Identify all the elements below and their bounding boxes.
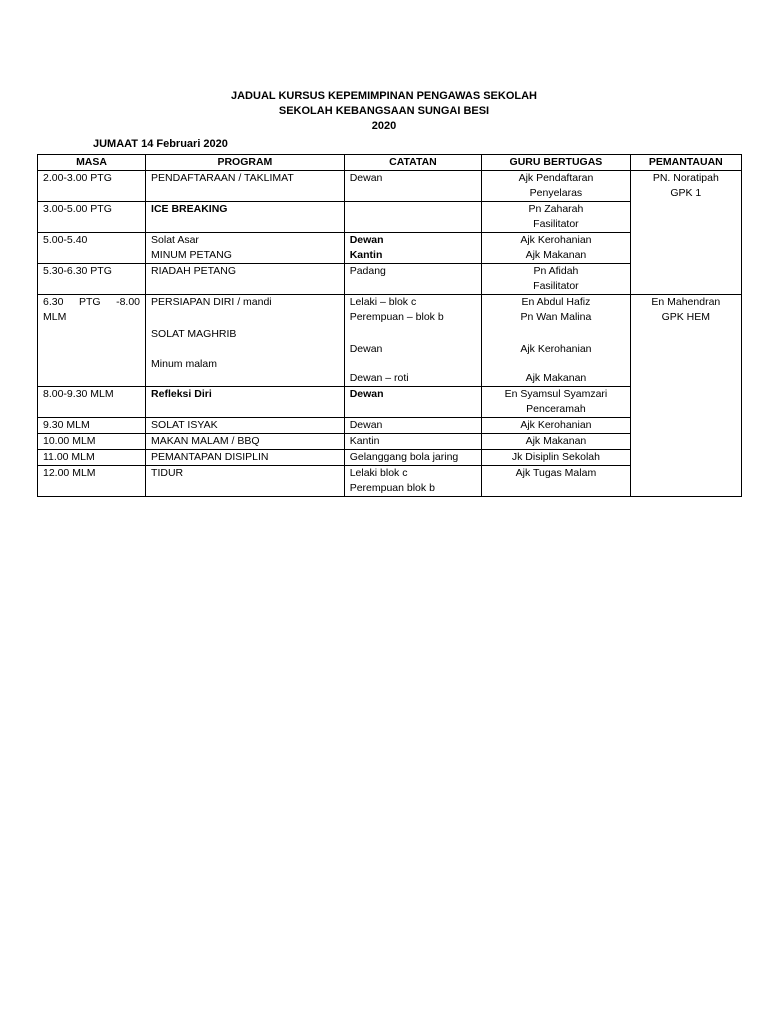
- cell-catatan: [344, 202, 482, 233]
- column-header-pemantauan: PEMANTAUAN: [630, 155, 741, 171]
- program-item: Solat Asar: [151, 234, 199, 246]
- guru-name: Ajk Makanan: [525, 249, 587, 261]
- catatan-item: Dewan – roti: [349, 372, 409, 384]
- program-item: PERSIAPAN DIRI / mandi: [151, 296, 272, 308]
- cell-catatan: [344, 466, 482, 497]
- cell-program: SOLAT ISYAK: [146, 418, 345, 434]
- cell-guru: Ajk Makanan: [482, 434, 630, 450]
- cell-program: TIDUR: [146, 466, 345, 497]
- pemantauan-title: GPK HEM: [661, 311, 711, 323]
- program-item: MINUM PETANG: [151, 249, 232, 261]
- masa-period: PTG: [78, 296, 101, 308]
- cell-catatan: Padang: [344, 264, 482, 295]
- guru-name: Ajk Pendaftaran: [518, 172, 594, 184]
- cell-guru: [482, 202, 630, 233]
- cell-catatan: Dewan: [344, 387, 482, 418]
- column-header-guru-bertugas: GURU BERTUGAS: [482, 155, 630, 171]
- cell-pemantauan-group-1: [630, 171, 741, 295]
- year: 2020: [371, 120, 397, 132]
- masa-suffix: MLM: [43, 311, 67, 323]
- catatan-item: Dewan: [349, 343, 383, 355]
- cell-masa: 3.00-5.00 PTG: [38, 202, 146, 233]
- cell-program: RIADAH PETANG: [146, 264, 345, 295]
- cell-program: [146, 295, 345, 387]
- guru-name: En Abdul Hafiz: [521, 296, 591, 308]
- cell-guru: [482, 171, 630, 202]
- guru-role: Penyelaras: [529, 187, 583, 199]
- masa-range: [43, 295, 140, 310]
- column-header-masa: MASA: [38, 155, 146, 171]
- cell-masa: 8.00-9.30 MLM: [38, 387, 146, 418]
- cell-guru: Jk Disiplin Sekolah: [482, 450, 630, 466]
- guru-role: Penceramah: [526, 403, 586, 415]
- cell-guru: [482, 387, 630, 418]
- masa-start: 6.30: [43, 296, 64, 308]
- catatan-item: Dewan: [349, 234, 384, 246]
- table-row: [38, 171, 742, 202]
- pemantauan-name: PN. Noratipah: [652, 172, 719, 184]
- cell-program: MAKAN MALAM / BBQ: [146, 434, 345, 450]
- cell-masa: 11.00 MLM: [38, 450, 146, 466]
- cell-guru: [482, 295, 630, 387]
- catatan-item: Kantin: [349, 249, 383, 261]
- cell-program: PENDAFTARAAN / TAKLIMAT: [146, 171, 345, 202]
- catatan-item: Lelaki blok c: [349, 467, 408, 479]
- document-title: JADUAL KURSUS KEPEMIMPINAN PENGAWAS SEKOLAH: [231, 90, 537, 102]
- cell-guru: [482, 233, 630, 264]
- school-name: SEKOLAH KEBANGSAAN SUNGAI BESI: [278, 105, 490, 117]
- cell-program: ICE BREAKING: [146, 202, 345, 233]
- catatan-item: Perempuan – blok b: [349, 311, 444, 323]
- pemantauan-title: GPK 1: [670, 187, 702, 199]
- guru-name: Ajk Kerohanian: [520, 343, 592, 355]
- cell-masa: 12.00 MLM: [38, 466, 146, 497]
- cell-catatan: Dewan: [344, 171, 482, 202]
- schedule-table: [37, 154, 742, 497]
- program-item: Minum malam: [151, 358, 217, 370]
- masa-end: -8.00: [116, 296, 141, 308]
- cell-masa: 2.00-3.00 PTG: [38, 171, 146, 202]
- cell-masa: 5.30-6.30 PTG: [38, 264, 146, 295]
- cell-masa: [38, 295, 146, 387]
- guru-name: Pn Zaharah: [528, 203, 584, 215]
- cell-masa: 5.00-5.40: [38, 233, 146, 264]
- column-header-catatan: CATATAN: [344, 155, 482, 171]
- guru-role: Fasilitator: [533, 280, 579, 292]
- guru-name: Ajk Kerohanian: [520, 234, 592, 246]
- schedule-date: JUMAAT 14 Februari 2020: [93, 138, 228, 150]
- cell-guru: Ajk Kerohanian: [482, 418, 630, 434]
- table-header-row: [38, 155, 742, 171]
- catatan-item: Perempuan blok b: [349, 482, 435, 494]
- cell-program: Refleksi Diri: [146, 387, 345, 418]
- cell-masa: 9.30 MLM: [38, 418, 146, 434]
- guru-role: Fasilitator: [533, 218, 579, 230]
- spacer: [151, 310, 339, 325]
- catatan-item: Lelaki – blok c: [349, 296, 417, 308]
- cell-masa: 10.00 MLM: [38, 434, 146, 450]
- cell-catatan: Kantin: [344, 434, 482, 450]
- cell-pemantauan-group-2: [630, 295, 741, 497]
- cell-catatan: Dewan: [344, 418, 482, 434]
- cell-catatan: [344, 295, 482, 387]
- guru-name: Ajk Makanan: [525, 372, 587, 384]
- program-item: SOLAT MAGHRIB: [151, 328, 237, 340]
- guru-name: Pn Wan Malina: [520, 311, 592, 323]
- guru-name: Pn Afidah: [533, 265, 579, 277]
- cell-program: PEMANTAPAN DISIPLIN: [146, 450, 345, 466]
- column-header-program: PROGRAM: [146, 155, 345, 171]
- guru-name: En Syamsul Syamzari: [504, 388, 608, 400]
- cell-catatan: [344, 233, 482, 264]
- cell-program: [146, 233, 345, 264]
- cell-catatan: Gelanggang bola jaring: [344, 450, 482, 466]
- cell-guru: Ajk Tugas Malam: [482, 466, 630, 497]
- cell-guru: [482, 264, 630, 295]
- table-row: [38, 295, 742, 387]
- pemantauan-name: En Mahendran: [651, 296, 721, 308]
